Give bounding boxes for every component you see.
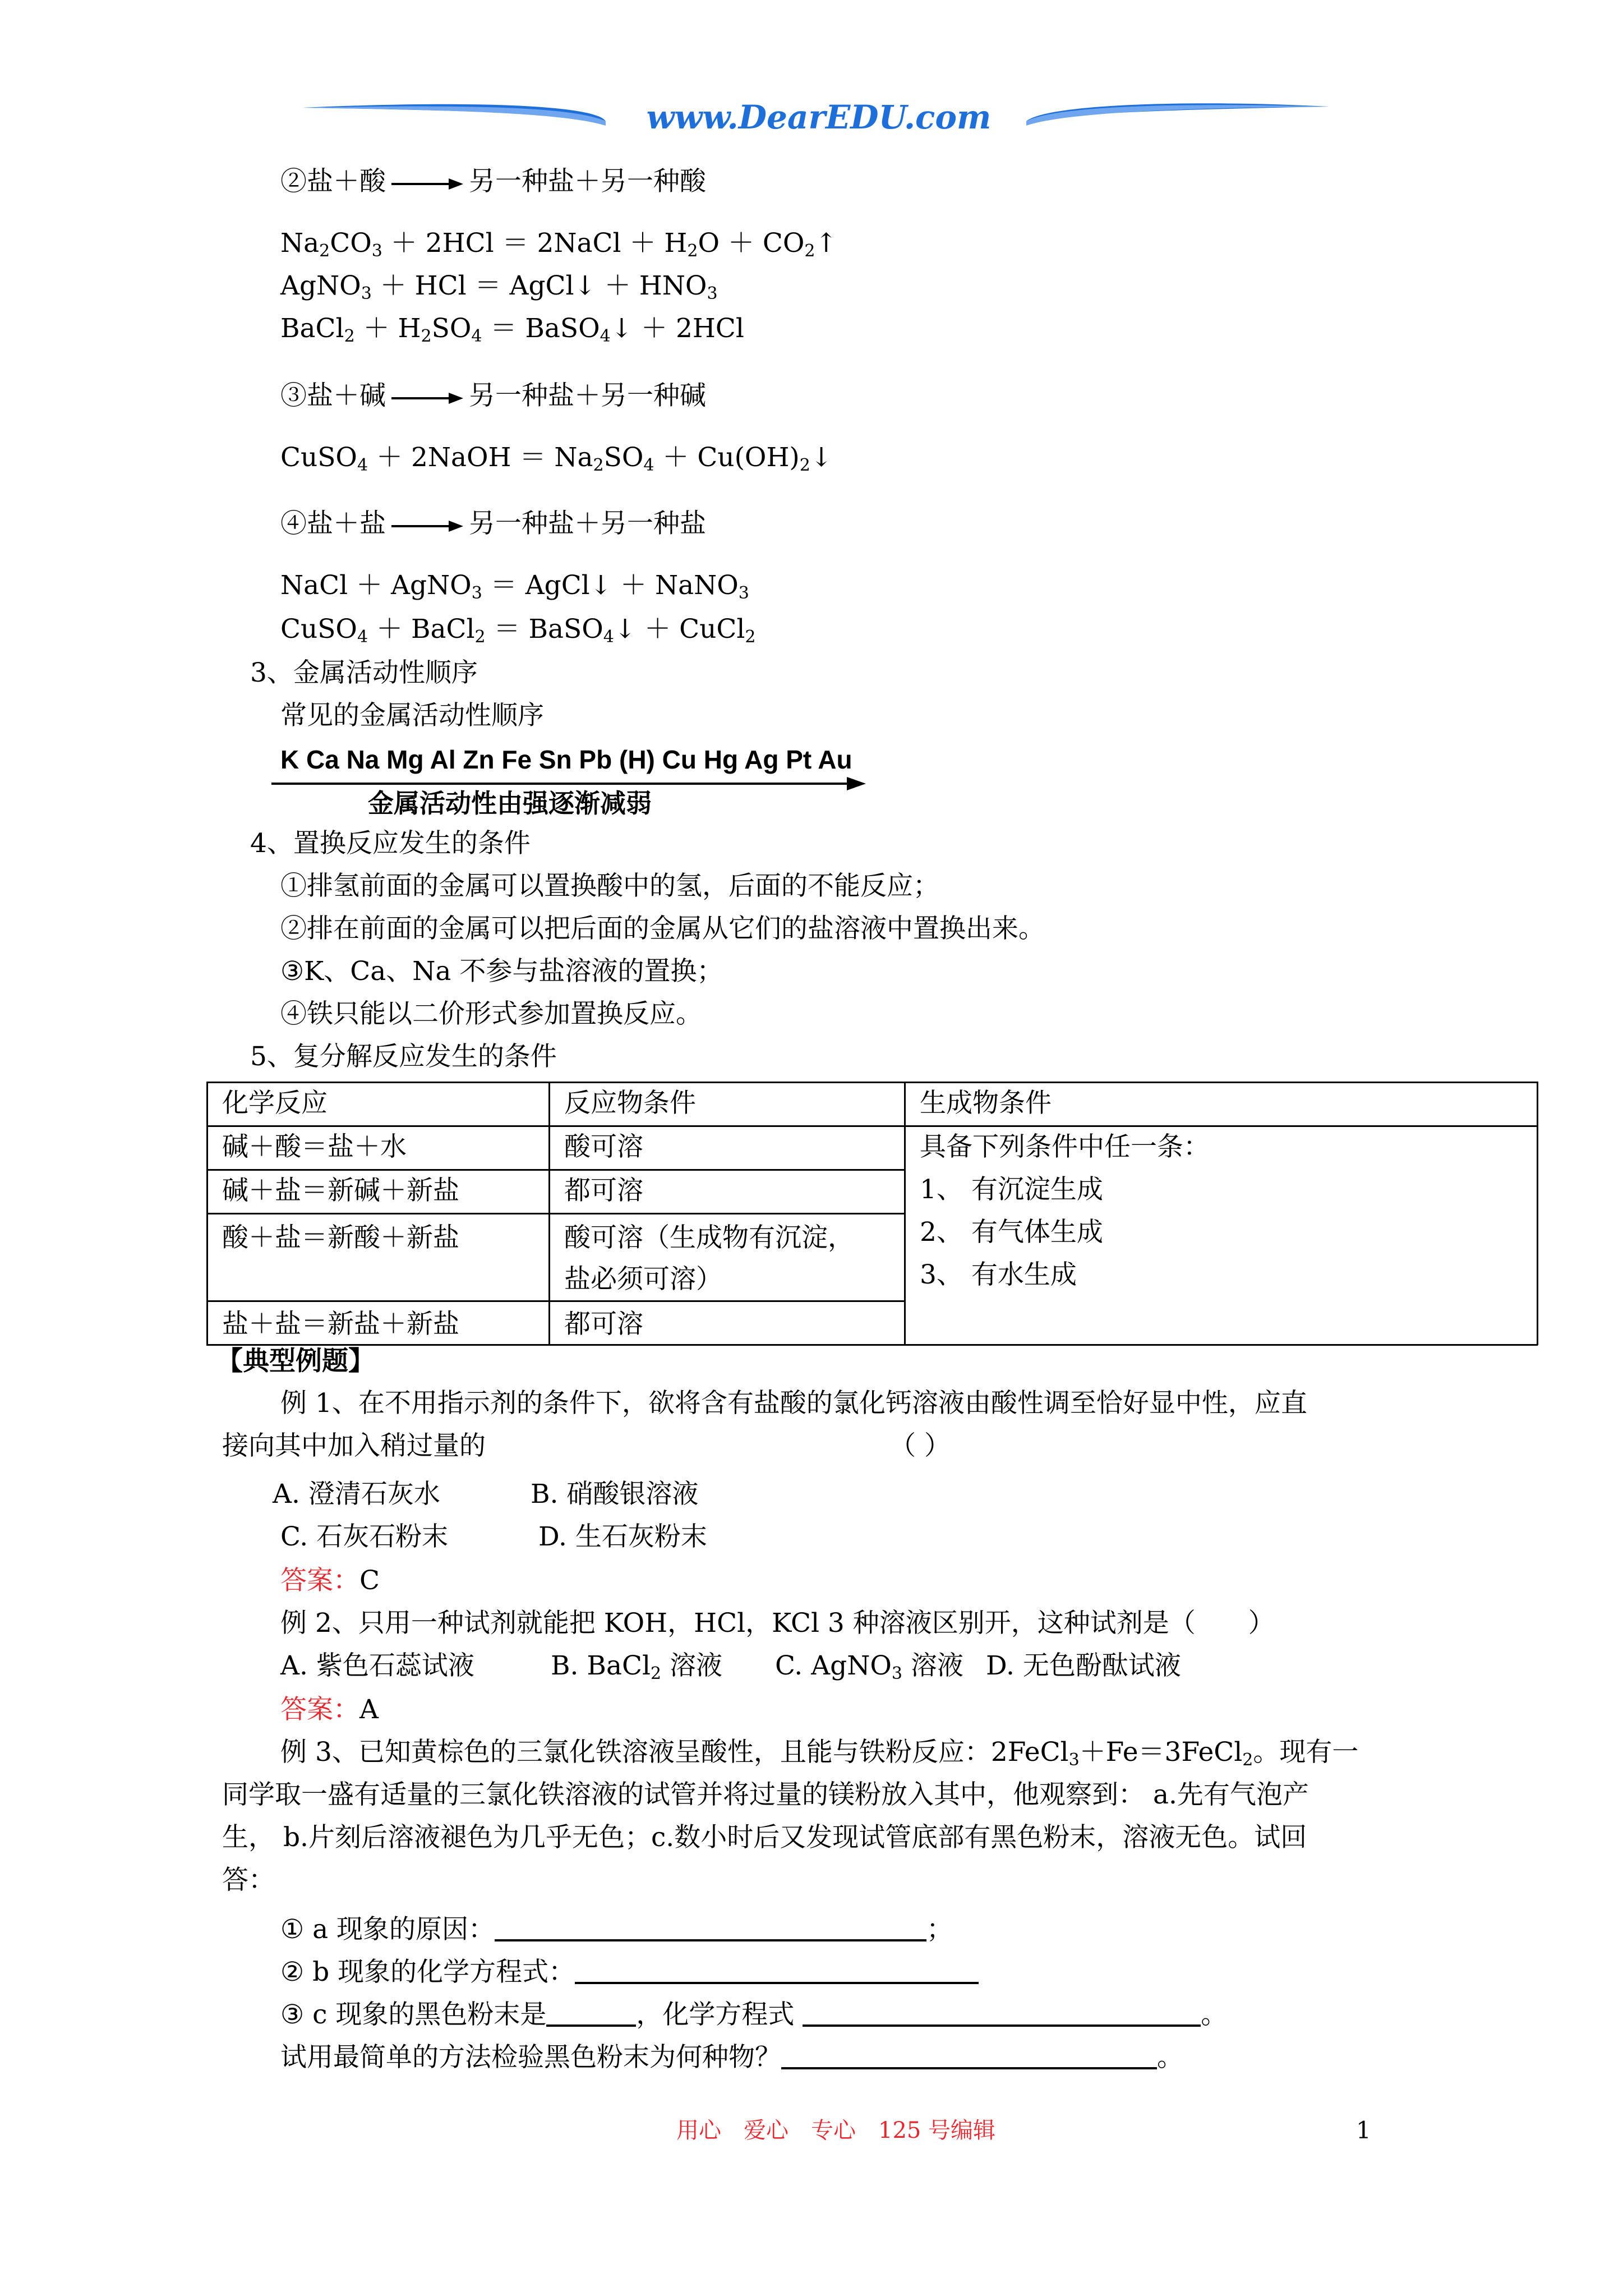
examples-heading: 【典型例题】 <box>216 1346 375 1375</box>
example-3-line-2: 同学取一盛有适量的三氯化铁溶液的试管并将过量的镁粉放入其中，他观察到： a.先有气泡产 <box>222 1779 1309 1810</box>
table-cell-condition: 盐必须可溶） <box>564 1264 722 1295</box>
table-header: 反应物条件 <box>564 1088 696 1119</box>
condition-item: ③K、Ca、Na 不参与盐溶液的置换； <box>280 956 723 987</box>
site-url[interactable]: www.DearEDU.com <box>646 98 992 136</box>
example-3-line-3: 生， b.片刻后溶液褪色为几乎无色；c.数小时后又发现试管底部有黑色粉末，溶液无色。试回 <box>222 1822 1307 1853</box>
product-condition: 具备下列条件中任一条： <box>920 1131 1210 1162</box>
right-arrow-icon <box>391 520 463 531</box>
table-cell-condition: 都可溶 <box>564 1309 643 1340</box>
table-cell-condition: 酸可溶 <box>564 1131 643 1162</box>
example-1-line-1: 例 1、在不用指示剂的条件下，欲将含有盐酸的氯化钙溶液由酸性调至恰好显中性，应直 <box>280 1388 1307 1419</box>
equation-bacl2-h2so4: BaCl$_2$ ＋ $H_2SO_4$ ＝ BaSO$_4$↓ ＋ 2HCl <box>280 313 744 346</box>
question-b: ② b 现象的化学方程式： <box>280 1957 979 1988</box>
answer-1: 答案：C <box>280 1565 380 1596</box>
equation-cuso4-naoh: CuSO$_4$ ＋ 2NaOH ＝ $Na_2SO_4$ ＋ $Cu(OH)_2↓$ <box>280 442 833 475</box>
equation-na2co3-hcl: $Na_2CO_3 + 2HCl$ ＝ 2NaCl ＋ $H_2O$ ＋ $CO_2↑$ <box>280 228 837 261</box>
section-3-intro: 常见的金属活动性顺序 <box>280 700 544 731</box>
table-cell-condition: 都可溶 <box>564 1175 643 1206</box>
right-arrow-icon <box>391 392 463 403</box>
table-cell-reaction: 碱＋酸＝盐＋水 <box>222 1131 407 1162</box>
page-number: 1 <box>1356 2116 1371 2144</box>
answer-blank[interactable] <box>495 1915 926 1941</box>
reaction-salt-base-head: ③盐＋碱 另一种盐＋另一种碱 <box>280 380 706 411</box>
question-c: ③ c 现象的黑色粉末是 ，化学方程式 。 <box>280 1999 1228 2030</box>
answer-blank[interactable] <box>546 2000 636 2027</box>
table-cell-condition: 酸可溶（生成物有沉淀， <box>564 1222 854 1253</box>
example-3-line-1: 例 3、已知黄棕色的三氯化铁溶液呈酸性，且能与铁粉反应：2FeCl$_3$＋Fe＝3FeCl$_2$。现有一 <box>280 1737 1359 1770</box>
equation-cuso4-bacl2: CuSO$_4$ ＋ BaCl$_2$ ＝ BaSO$_4$↓ ＋ CuCl$_2$ <box>280 614 756 647</box>
condition-item: ①排氢前面的金属可以置换酸中的氢，后面的不能反应； <box>280 871 939 901</box>
product-condition: 3、 有水生成 <box>920 1259 1077 1290</box>
answer-blank[interactable] <box>575 1957 979 1984</box>
product-condition: 2、 有气体生成 <box>920 1217 1103 1248</box>
answer-2: 答案：A <box>280 1694 379 1725</box>
question-d: 试用最简单的方法检验黑色粉末为何种物？ 。 <box>280 2042 1183 2073</box>
example-3-line-4: 答： <box>222 1865 275 1895</box>
footer-motto: 用心 爱心 专心 125 号编辑 <box>676 2118 996 2143</box>
reaction-salt-salt-head: ④盐＋盐 另一种盐＋另一种盐 <box>280 508 706 539</box>
table-cell-reaction: 盐＋盐＝新盐＋新盐 <box>222 1309 459 1340</box>
reaction-salt-acid-head: ②盐＋酸 另一种盐＋另一种酸 <box>280 166 706 197</box>
question-a: ① a 现象的原因： ； <box>280 1914 953 1945</box>
table-cell-reaction: 酸＋盐＝新酸＋新盐 <box>222 1222 459 1253</box>
table-header: 化学反应 <box>222 1088 328 1119</box>
option-d: D. 生石灰粉末 <box>538 1521 707 1552</box>
activity-trend: 金属活动性由强逐渐减弱 <box>368 789 652 818</box>
condition-item: ④铁只能以二价形式参加置换反应。 <box>280 999 702 1029</box>
answer-blank[interactable] <box>781 2042 1157 2069</box>
product-condition: 1、 有沉淀生成 <box>920 1174 1103 1205</box>
header-banner <box>303 95 1329 151</box>
section-3-title: 3、金属活动性顺序 <box>250 657 478 688</box>
option-a: A. 紫色石蕊试液 <box>280 1650 474 1681</box>
option-d: D. 无色酚酞试液 <box>986 1650 1181 1681</box>
option-c: C. AgNO$_3$ 溶液 <box>775 1650 963 1683</box>
right-arrow-icon <box>391 178 463 189</box>
condition-item: ②排在前面的金属可以把后面的金属从它们的盐溶液中置换出来。 <box>280 913 1045 944</box>
equation-agno3-hcl: AgNO$_3$ ＋ HCl ＝ AgCl↓ ＋ $HNO_3$ <box>280 270 718 303</box>
option-b: B. BaCl$_2$ 溶液 <box>551 1650 723 1683</box>
metal-activity-series: K Ca Na Mg Al Zn Fe Sn Pb (H) Cu Hg Ag Pt Au <box>280 745 852 774</box>
section-4-title: 4、置换反应发生的条件 <box>250 828 531 859</box>
option-b: B. 硝酸银溶液 <box>531 1479 699 1510</box>
equation-nacl-agno3: NaCl ＋ AgNO$_3$ ＝ AgCl↓ ＋ NaNO$_3$ <box>280 570 749 603</box>
table-cell-reaction: 碱＋盐＝新碱＋新盐 <box>222 1175 459 1206</box>
example-1-paren: （ ） <box>889 1430 951 1461</box>
example-2-line-1: 例 2、只用一种试剂就能把 KOH，HCl，KCl 3 种溶液区别开，这种试剂是（ ） <box>280 1608 1275 1639</box>
example-1-line-2: 接向其中加入稍过量的 <box>222 1430 486 1461</box>
table-header: 生成物条件 <box>920 1088 1052 1119</box>
section-5-title: 5、复分解反应发生的条件 <box>250 1041 557 1072</box>
option-c: C. 石灰石粉末 <box>280 1521 449 1552</box>
option-a: A. 澄清石灰水 <box>273 1479 440 1510</box>
arrow-head-icon <box>847 777 866 790</box>
answer-blank[interactable] <box>803 2000 1201 2027</box>
